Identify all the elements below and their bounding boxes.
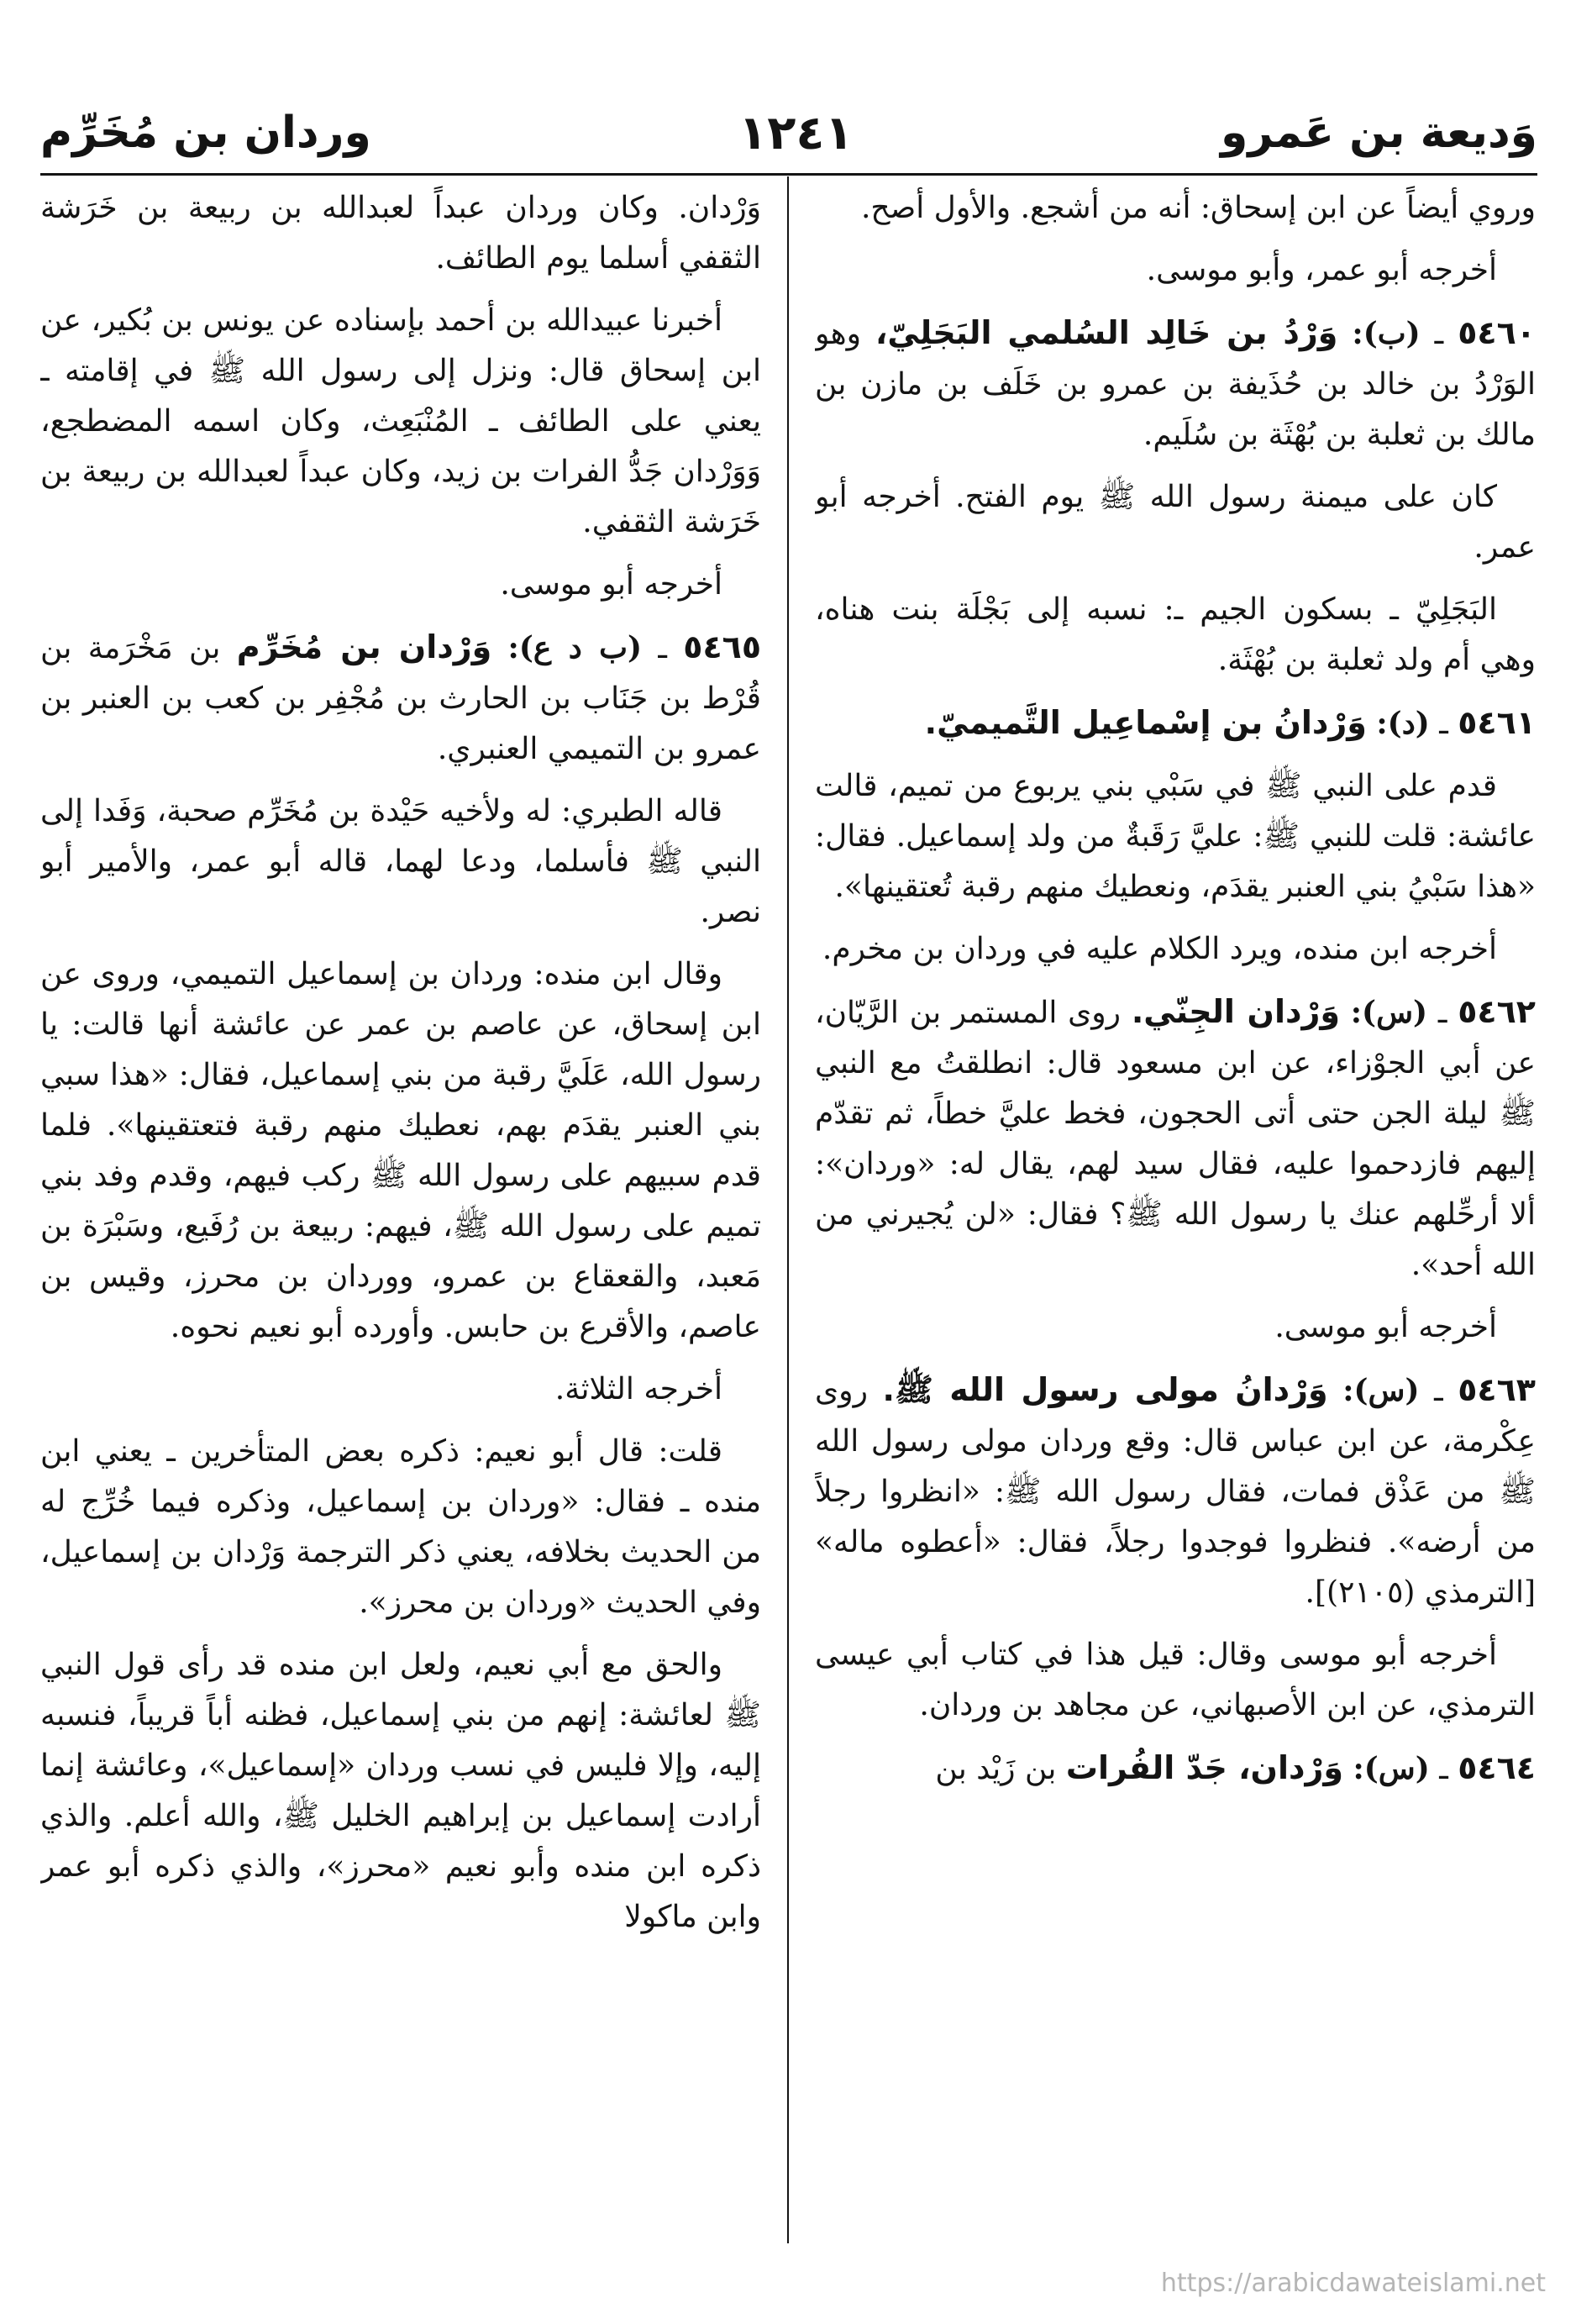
entry-number: ٥٤٦٠ [1458,314,1536,351]
running-header [40,99,1537,166]
entry-number: ٥٤٦٤ [1458,1749,1536,1786]
biography-entry: ٥٤٦٢ ـ (س): وَرْدان الجِنّي. روى المستمر بن الرَّيّان، عن أبي الجوْزاء، عن ابن مسعود قال: انطلقتُ مع النبي ﷺ ليلة الجن حتى أتى الحجون، فخط عليَّ خطاً، ثم تقدّم إليهم فازدحموا عليه، فقال سيد لهم، يقال له: «وردان»: ألا أرحِّلهم عنك يا رسول الله ﷺ؟ فقال: «لن يُجيرني من الله أحد». [815,993,1536,1282]
paragraph: وقال ابن منده: وردان بن إسماعيل التميمي، وروى عن ابن إسحاق، عن عاصم بن عمر عن عائشة أنها قالت: يا رسول الله، عَلَيَّ رقبة من بني إسماعيل، فقال: «هذا سبي بني العنبر يقدَم بهم، نعطيك منهم رقبة فتعتقينها». فلما قدم سبيهم على رسول الله ﷺ ركب فيهم، وقدم وفد بني تميم على رسول الله ﷺ، فيهم: ربيعة بن رُفَيع، وسَبْرَة بن مَعبد، والقعقاع بن عمرو، ووردان بن محرز، وقيس بن عاصم، والأقرع بن حابس. وأورده أبو نعيم نحوه. [40,957,761,1344]
paragraph: أخرجه أبو موسى. [500,567,722,602]
entry-name: وَرْدُ بن خَالِد السُلمي البَجَلِيّ، [875,314,1338,351]
entry-text: بن زَيْد بن [935,1752,1057,1786]
entry-number: ٥٤٦١ [1458,704,1536,741]
paragraph: قاله الطبري: له ولأخيه حَيْدة بن مُخَرِّم صحبة، وَفَدا إلى النبي ﷺ فأسلما، ودعا لهما، قاله أبو عمر، والأمير أبو نصر. [40,794,761,929]
paragraph: أخرجه أبو موسى وقال: قيل هذا في كتاب أبي عيسى الترمذي، عن ابن الأصبهاني، عن مجاهد بن وردان. [815,1638,1536,1722]
paragraph: والحق مع أبي نعيم، ولعل ابن منده قد رأى قول النبي ﷺ لعائشة: إنهم من بني إسماعيل، فظنه أباً قريباً، فنسبه إليه، وإلا فليس في نسب وردان «إسماعيل»، وعائشة إنما أرادت إسماعيل بن إبراهيم الخليل ﷺ، والله أعلم. والذي ذكره ابن منده وأبو نعيم «محرز»، والذي ذكره أبو عمر وابن ماكولا [40,1648,761,1934]
entry-name: وَرْدانُ بن إسْماعِيل التَّميميّ. [924,704,1367,741]
paragraph: كان على ميمنة رسول الله ﷺ يوم الفتح. أخرجه أبو عمر. [815,480,1536,565]
column-divider [787,176,789,2243]
entry-source-code: (د): [1376,706,1430,741]
paragraph: أخرجه أبو موسى. [1274,1310,1497,1344]
entry-text: بن مَخْرَمة بن قُرْط بن جَنَاب بن الحارث بن مُجْفِر بن كعب بن العنبر بن عمرو بن التميمي العنبري. [40,631,761,766]
entry-text: وهو الوَرْدُ بن خالد بن حُذَيفة بن عمرو بن خَلَف بن مازن بن مالك بن ثعلبة بن بُهْثَة بن سُلَيم. [815,317,1536,452]
entry-name: وَرْدان الجِنّي. [1131,993,1340,1030]
entry-name: وَرْدان، جَدّ الفُرات [1065,1749,1344,1786]
entry-text: روى المستمر بن الرَّيّان، عن أبي الجوْزاء، عن ابن مسعود قال: انطلقتُ مع النبي ﷺ ليلة الجن حتى أتى الحجون، فخط عليَّ خطاً، ثم تقدّم إليهم فازدحموا عليه، فقال سيد لهم، يقال له: «وردان»: ألا أرحِّلهم عنك يا رسول الله ﷺ؟ فقال: «لن يُجيرني من الله أحد». [815,996,1536,1282]
entry-source-code: (ب): [1352,316,1421,351]
page-number: ١٢٤١ [738,105,854,160]
entry-number: ٥٤٦٥ [683,628,761,665]
paragraph: قدم على النبي ﷺ في سَبْي بني يربوع من تميم، قالت عائشة: قلت للنبي ﷺ: عليَّ رَقَبةٌ من ولد إسماعيل. فقال: «هذا سَبْيُ بني العنبر يقدَم، ونعطيك منهم رقبة تُعتقينها». [815,769,1536,904]
entry-source-code: (ب د ع): [507,630,643,665]
paragraph: البَجَلِيّ ـ بسكون الجيم ـ: نسبه إلى بَجْلَة بنت هناه، وهي أم ولد ثعلبة بن بُهْثَة. [815,592,1536,677]
paragraph: أخرجه ابن منده، ويرد الكلام عليه في وردان بن مخرم. [822,932,1497,966]
left-column [40,183,761,2233]
watermark-url: https://arabicdawateislami.net [1160,2269,1546,2298]
paragraph: وَرْدان. وكان وردان عبداً لعبدالله بن ربيعة بن خَرَشة الثقفي أسلما يوم الطائف. [40,191,761,276]
paragraph: وروي أيضاً عن ابن إسحاق: أنه من أشجع. والأول أصح. [860,191,1536,225]
entry-number: ٥٤٦٢ [1458,993,1536,1030]
entry-source-code: (س): [1342,1373,1420,1408]
entry-source-code: (س): [1350,995,1428,1030]
biography-entry: ٥٤٦٣ ـ (س): وَرْدانُ مولى رسول الله ﷺ. روى عِكْرمة، عن ابن عباس قال: وقع وردان مولى رسول الله ﷺ من عَذْق فمات، فقال رسول الله ﷺ: «انظروا رجلاً من أرضه». فنظروا فوجدوا رجلاً، فقال: «أعطوه ماله» [الترمذي (٢١٠٥)]. [815,1371,1536,1610]
paragraph: قلت: قال أبو نعيم: ذكره بعض المتأخرين ـ يعني ابن منده ـ فقال: «وردان بن إسماعيل، وذكره فيما خُرِّج له من الحديث بخلافه، يعني ذكر الترجمة وَرْدان بن إسماعيل، وفي الحديث «وردان بن محرز». [40,1434,761,1620]
entry-name: وَرْدانُ مولى رسول الله ﷺ. [882,1371,1328,1408]
paragraph: أخبرنا عبيدالله بن أحمد بإسناده عن يونس بن بُكير، عن ابن إسحاق قال: ونزل إلى رسول الله ﷺ في إقامته ـ يعني على الطائف ـ المُنْبَعِث، وكان اسمه المضطجع، وَوَرْدان جَدُّ الفرات بن زيد، وكان عبداً لعبدالله بن ربيعة بن خَرَشة الثقفي. [40,303,761,539]
entry-name: وَرْدان بن مُخَرِّم [236,628,492,665]
running-title-left: وردان بن مُخَرِّم [40,108,371,158]
right-column [815,183,1536,2233]
paragraph: أخرجه أبو عمر، وأبو موسى. [1146,253,1497,287]
entry-number: ٥٤٦٣ [1458,1371,1536,1408]
header-rule [40,173,1537,176]
entry-source-code: (س): [1353,1751,1430,1786]
paragraph: أخرجه الثلاثة. [554,1372,722,1406]
biography-entry: ٥٤٦٤ ـ (س): وَرْدان، جَدّ الفُرات بن زَيْد بن [935,1749,1536,1786]
entry-text: روى عِكْرمة، عن ابن عباس قال: وقع وردان مولى رسول الله ﷺ من عَذْق فمات، فقال رسول الله ﷺ: «انظروا رجلاً من أرضه». فنظروا فوجدوا رجلاً، فقال: «أعطوه ماله» [الترمذي (٢١٠٥)]. [815,1374,1536,1610]
biography-entry: ٥٤٦١ ـ (د): وَرْدانُ بن إسْماعِيل التَّميميّ. [924,704,1536,741]
running-title-right: وَديعة بن عَمرو [1221,108,1537,158]
biography-entry: ٥٤٦٠ ـ (ب): وَرْدُ بن خَالِد السُلمي البَجَلِيّ، وهو الوَرْدُ بن خالد بن حُذَيفة بن عمرو بن خَلَف بن مازن بن مالك بن ثعلبة بن بُهْثَة بن سُلَيم. [815,314,1536,452]
biography-entry: ٥٤٦٥ ـ (ب د ع): وَرْدان بن مُخَرِّم بن مَخْرَمة بن قُرْط بن جَنَاب بن الحارث بن مُجْفِر بن كعب بن العنبر بن عمرو بن التميمي العنبري. [40,628,761,766]
